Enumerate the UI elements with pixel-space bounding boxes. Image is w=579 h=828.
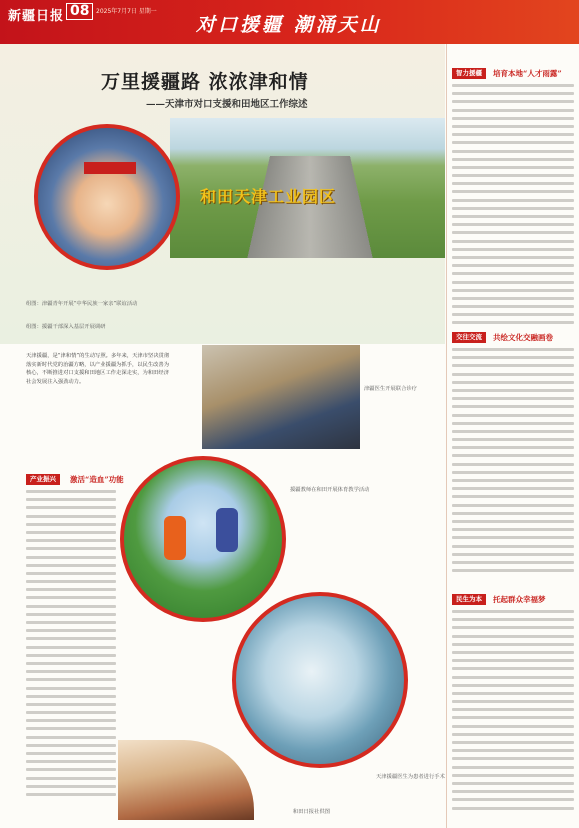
article-text-block [452,610,574,815]
page-number: 08 [66,3,93,20]
issue-date: 2025年7月7日 星期一 [96,8,157,15]
player-figure [216,508,238,552]
masthead [0,0,579,44]
photo-caption: 援疆教师在和田开展体育教学活动 [290,487,370,493]
youth-event-photo [34,124,180,270]
road-image [242,156,377,258]
column-title: 对口援疆 潮涌天山 [196,14,382,36]
section-tag: 智力援疆 [452,68,486,79]
photo-caption: 组图：津疆青年开展“中华民族一家亲”联谊活动 [26,301,138,307]
section-title: 培育本地“人才雨露” [493,69,562,78]
section-tag: 产业振兴 [26,474,60,485]
column-divider [446,44,447,828]
page-subtitle: ——天津市对口支援和田地区工作综述 [146,99,308,110]
section-tag: 交往交流 [452,332,486,343]
article-text-block [452,348,574,577]
photo-caption: 天津援疆医生为患者进行手术 [376,774,445,780]
article-text-block [452,84,574,330]
page-title: 万里援疆路 浓浓津和情 [101,71,309,93]
football-photo [120,456,286,622]
photo-caption: 津疆医生开展联合诊疗 [364,386,417,392]
photo-caption: 组图：援疆干部深入基层开展调研 [26,324,106,330]
industrial-park-photo [170,118,445,258]
section-tag: 民生为本 [452,594,486,605]
section-title: 激活“造血”功能 [70,475,124,484]
photo-credit: 和田日报社供图 [292,809,330,815]
medical-team-photo [202,345,360,449]
section-title: 托起群众幸福梦 [493,595,546,604]
section-title: 共绘文化交融画卷 [493,333,553,342]
event-banner [84,162,136,174]
player-figure [164,516,186,560]
article-text-block [26,490,116,801]
park-sign-text: 和田天津工业园区 [200,187,337,206]
lead-paragraph: 天津援疆，是“津和情”的生动写照。多年来，天津市坚决贯彻落实新时代党的治疆方略，以产业援疆为抓手，以民生改善为核心，不断推进对口支援和田地区工作走深走实，为和田经济社会发展注入强劲动力。 [26,353,170,386]
surgery-photo [232,592,408,768]
newspaper-brand: 新疆日报 [8,9,65,24]
